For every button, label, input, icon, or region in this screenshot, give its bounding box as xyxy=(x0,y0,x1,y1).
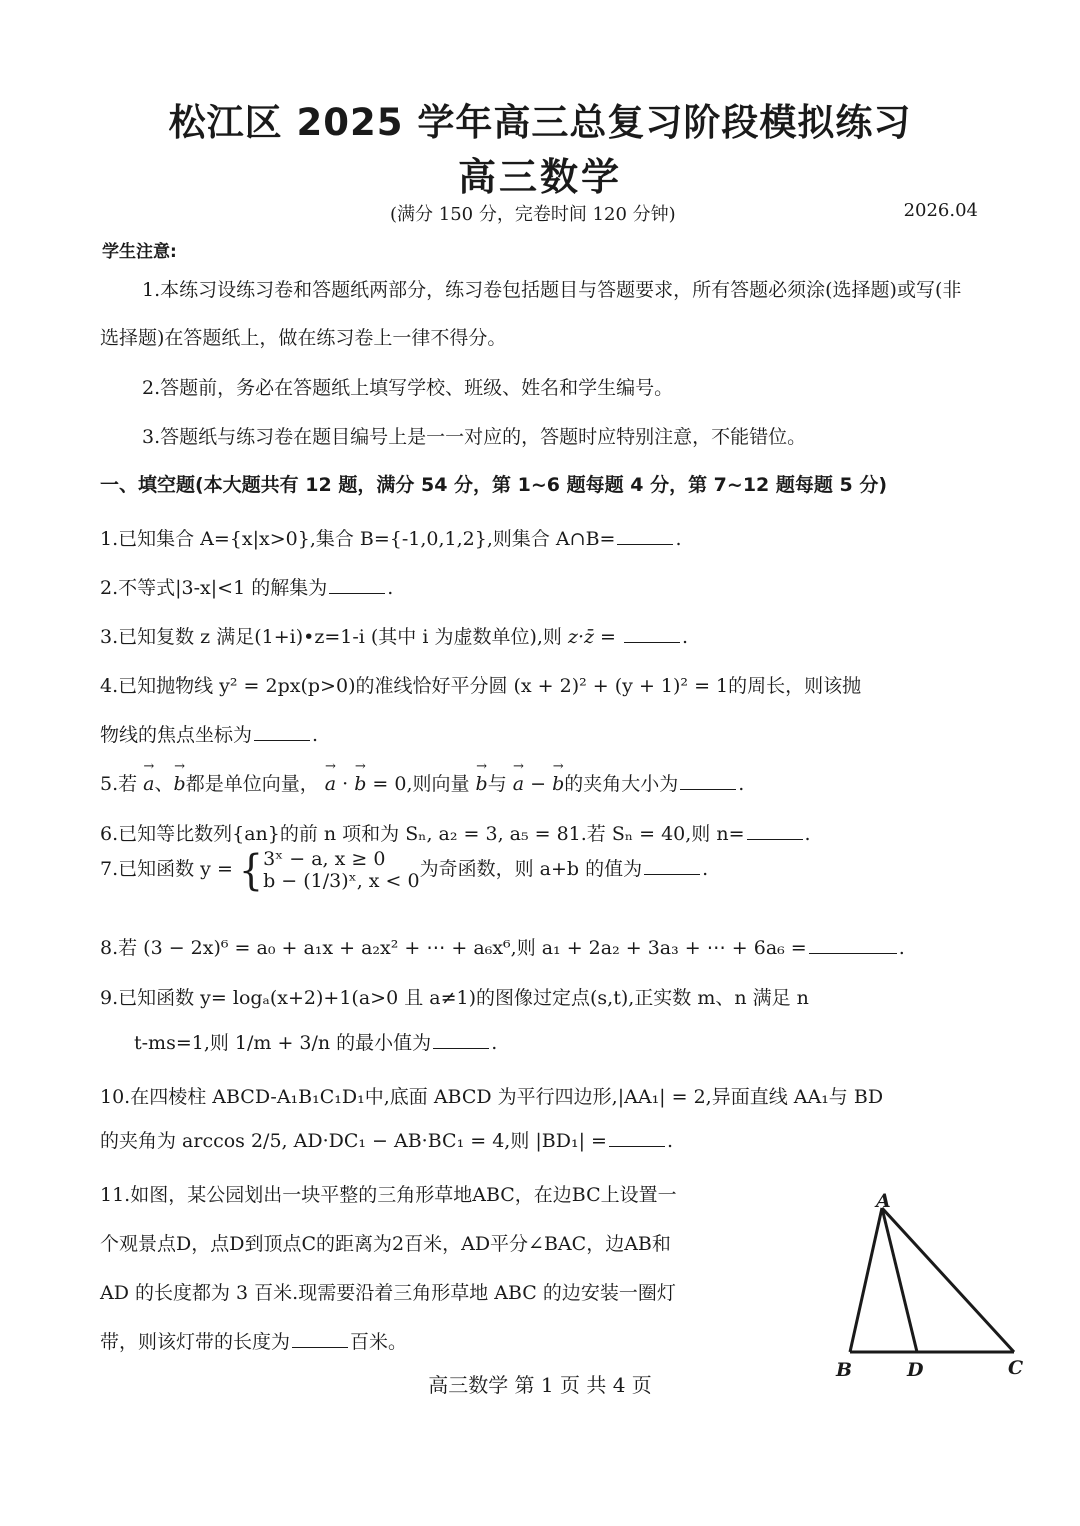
question-11-line-3: AD 的长度都为 3 百米.现需要沿着三角形草地 ABC 的边安装一圈灯 xyxy=(100,1282,676,1304)
question-6: 6.已知等比数列{an}的前 n 项和为 Sₙ, a₂ = 3, a₅ = 81.若 Sₙ = 40,则 n= . xyxy=(100,823,811,845)
notice-item-3: 3.答题纸与练习卷在题目编号上是一一对应的，答题时应特别注意，不能错位。 xyxy=(142,426,807,448)
piece-top: 3ˣ − a, x ≥ 0 xyxy=(263,848,386,870)
notice-heading: 学生注意: xyxy=(102,242,177,262)
answer-blank xyxy=(747,821,803,840)
question-8: 8.若 (3 − 2x)⁶ = a₀ + a₁x + a₂x² + ⋯ + a₆x⁶,则 a₁ + 2a₂ + 3a₃ + ⋯ + 6a₆ = . xyxy=(100,937,905,959)
answer-blank xyxy=(254,722,310,741)
page-footer: 高三数学 第 1 页 共 4 页 xyxy=(428,1373,652,1397)
label-d: D xyxy=(907,1359,924,1381)
side-ac xyxy=(882,1208,1014,1352)
question-4-line-2: 物线的焦点坐标为 . xyxy=(100,724,319,746)
notice-item-1: 1.本练习设练习卷和答题纸两部分，练习卷包括题目与答题要求，所有答题必须涂(选择题)或写(非选择题)在答题纸上，做在练习卷上一律不得分。 xyxy=(100,279,962,349)
label-b: B xyxy=(836,1359,853,1381)
segment-ad xyxy=(882,1208,917,1352)
question-5: 5.若 → a、→ b都是单位向量， → a · → b = 0,则向量 → b与 → a − → b的夹角大小为 . xyxy=(100,769,744,796)
question-3: 3.已知复数 z 满足(1+i)•z=1-i (其中 i 为虚数单位),则 z·z̄ = . xyxy=(100,626,689,648)
label-a: A xyxy=(876,1190,891,1212)
question-10-line-1: 10.在四棱柱 ABCD-A₁B₁C₁D₁中,底面 ABCD 为平行四边形,|AA₁| = 2,异面直线 AA₁与 BD xyxy=(100,1086,884,1108)
answer-blank xyxy=(617,526,673,545)
section-heading: 一、填空题(本大题共有 12 题，满分 54 分，第 1~6 题每题 4 分，第 7~12 题每题 5 分) xyxy=(100,474,888,496)
question-10-line-2: 的夹角为 arccos 2/5, AD·DC₁ − AB·BC₁ = 4,则 |BD₁| = . xyxy=(100,1130,673,1152)
question-9-line-1: 9.已知函数 y= logₐ(x+2)+1(a>0 且 a≠1)的图像过定点(s,t),正实数 m、n 满足 n xyxy=(100,987,809,1009)
answer-blank xyxy=(433,1030,489,1049)
answer-blank xyxy=(809,935,897,954)
answer-blank xyxy=(329,575,385,594)
piece-bottom: b − (1/3)ˣ, x < 0 xyxy=(263,870,420,892)
triangle-diagram xyxy=(832,1190,1037,1385)
answer-blank xyxy=(609,1128,665,1147)
question-7: 7.已知函数 y = {3ˣ − a, x ≥ 0 b − (1/3)ˣ, x < 0为奇函数，则 a+b 的值为 . xyxy=(100,845,709,895)
question-11-line-4: 带，则该灯带的长度为 百米。 xyxy=(100,1331,408,1353)
exam-date: 2026.04 xyxy=(903,200,978,221)
answer-blank xyxy=(644,856,700,875)
question-11-line-2: 个观景点D，点D到顶点C的距离为2百米，AD平分∠BAC，边AB和 xyxy=(100,1233,671,1255)
subject-title: 高三数学 xyxy=(457,155,622,199)
label-c: C xyxy=(1008,1357,1024,1379)
question-11-line-1: 11.如图，某公园划出一块平整的三角形草地ABC，在边BC上设置一 xyxy=(100,1184,677,1206)
question-4-line-1: 4.已知抛物线 y² = 2px(p>0)的准线恰好平分圆 (x + 2)² + (y + 1)² = 1的周长，则该抛 xyxy=(100,675,862,697)
question-9-line-2: t-ms=1,则 1/m + 3/n 的最小值为 . xyxy=(134,1032,498,1054)
answer-blank xyxy=(680,771,736,790)
question-2: 2.不等式|3-x|<1 的解集为 . xyxy=(100,577,394,599)
notice-item-2: 2.答题前，务必在答题纸上填写学校、班级、姓名和学生编号。 xyxy=(142,377,674,399)
question-1: 1.已知集合 A={x|x>0},集合 B={-1,0,1,2},则集合 A∩B= . xyxy=(100,528,682,550)
answer-blank xyxy=(624,624,680,643)
exam-title: 松江区 2025 学年高三总复习阶段模拟练习 xyxy=(168,101,912,144)
exam-info: (满分 150 分，完卷时间 120 分钟) xyxy=(390,204,676,225)
answer-blank xyxy=(292,1329,348,1348)
side-ab xyxy=(850,1208,882,1352)
